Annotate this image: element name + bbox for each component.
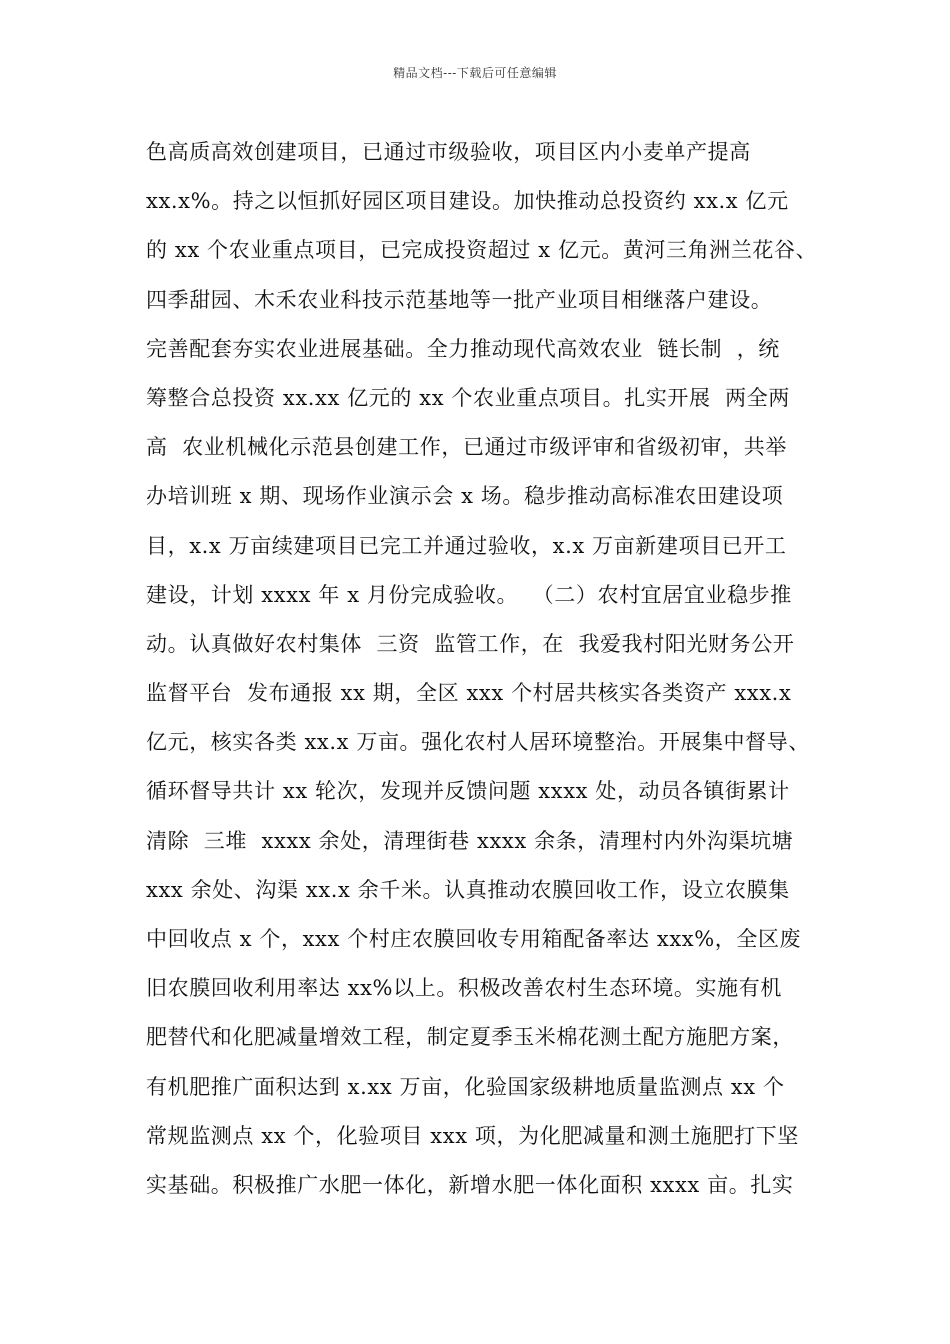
text-line: 亿元，核实各类 xx.x 万亩。强化农村人居环境整治。开展集中督导、 <box>146 730 810 755</box>
text-line: xxx 余处、沟渠 xx.x 余千米。认真推动农膜回收工作，设立农膜集 <box>146 877 790 902</box>
text-line: 建设，计划 xxxx 年 x 月份完成验收。 （二）农村宜居宜业稳步推 <box>146 582 792 607</box>
text-line: 清除 三堆 xxxx 余处，清理街巷 xxxx 余条，清理村内外沟渠坑塘 <box>146 828 794 853</box>
text-line: 四季甜园、木禾农业科技示范基地等一批产业项目相继落户建设。 <box>146 287 773 312</box>
text-line: 实基础。积极推广水肥一体化，新增水肥一体化面积 xxxx 亩。扎实 <box>146 1172 794 1197</box>
text-line: 目，x.x 万亩续建项目已完工并通过验收，x.x 万亩新建项目已开工 <box>146 533 787 558</box>
text-line: 色高质高效创建项目，已通过市级验收，项目区内小麦单产提高 <box>146 140 751 164</box>
text-line: 肥替代和化肥减量增效工程，制定夏季玉米棉花测土配方施肥方案， <box>146 1025 794 1050</box>
page-header: 精品文档---下载后可任意编辑 <box>393 66 557 80</box>
text-line: 监督平台 发布通报 xx 期，全区 xxx 个村居共核实各类资产 xxx.x <box>146 681 792 706</box>
text-line: 有机肥推广面积达到 x.xx 万亩，化验国家级耕地质量监测点 xx 个 <box>146 1074 785 1099</box>
text-line: 办培训班 x 期、现场作业演示会 x 场。稳步推动高标准农田建设项 <box>146 484 784 509</box>
text-line: xx.x%。持之以恒抓好园区项目建设。加快推动总投资约 xx.x 亿元 <box>146 189 789 214</box>
body-text <box>146 128 826 1210</box>
text-line: 的 xx 个农业重点项目，已完成投资超过 x 亿元。黄河三角洲兰花谷、 <box>146 238 818 263</box>
text-line: 动。认真做好农村集体 三资 监管工作，在 我爱我村阳光财务公开 <box>146 631 795 656</box>
text-line: 高 农业机械化示范县创建工作，已通过市级评审和省级初审，共举 <box>146 435 787 460</box>
text-line: 中回收点 x 个，xxx 个村庄农膜回收专用箱配备率达 xxx%，全区废 <box>146 927 802 951</box>
text-line: 完善配套夯实农业进展基础。全力推动现代高效农业 链长制 ，统 <box>146 336 780 361</box>
text-line: 常规监测点 xx 个，化验项目 xxx 项，为化肥减量和测土施肥打下坚 <box>146 1123 799 1148</box>
text-line: 循环督导共计 xx 轮次，发现并反馈问题 xxxx 处，动员各镇街累计 <box>146 779 790 804</box>
text-line: 旧农膜回收利用率达 xx%以上。积极改善农村生态环境。实施有机 <box>146 976 782 1001</box>
text-line: 筹整合总投资 xx.xx 亿元的 xx 个农业重点项目。扎实开展 两全两 <box>146 385 790 410</box>
